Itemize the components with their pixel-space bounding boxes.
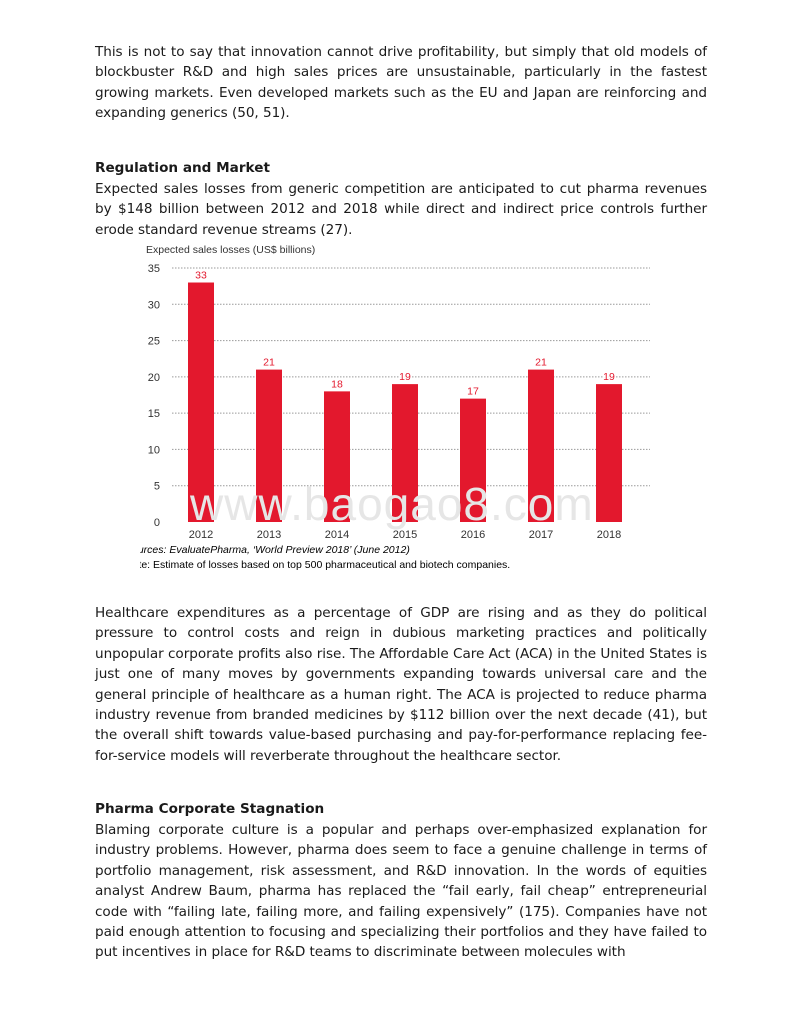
data-label-2013: 21: [263, 356, 275, 369]
data-label-2018: 19: [603, 371, 615, 384]
x-tick-label-2014: 2014: [324, 529, 350, 541]
y-tick-label: 20: [147, 371, 160, 384]
bar-2014: [324, 391, 350, 522]
watermark: www.baogao8.com: [190, 478, 594, 530]
x-tick-label-2013: 2013: [256, 529, 282, 541]
paragraph-intro: This is not to say that innovation cannot drive profitability, but simply that old models of blockbuster R&D and high sales prices are unsustainable, particularly in the fastest growing markets. Even developed markets such as the EU and Japan are reinforcing and expanding generics (50, 51).: [95, 44, 707, 122]
x-tick-label-2015: 2015: [392, 529, 418, 541]
x-tick-label-2016: 2016: [460, 529, 486, 541]
y-tick-label: 15: [147, 408, 160, 421]
y-tick-label: 25: [147, 335, 160, 348]
data-label-2015: 19: [399, 371, 411, 384]
data-label-2017: 21: [535, 356, 547, 369]
chart-note: Note: Estimate of losses based on top 500 pharmaceutical and biotech companies.: [140, 559, 511, 571]
paragraph-regulation: Expected sales losses from generic competition are anticipated to cut pharma revenues by $148 billion between 2012 and 2018 while direct and indirect price controls further erode standard revenue streams (27).: [95, 181, 707, 238]
y-tick-label: 35: [147, 263, 160, 275]
x-tick-label-2018: 2018: [596, 529, 622, 541]
chart-source: Sources: EvaluatePharma, ‘World Preview 2018’ (June 2012): [140, 544, 410, 556]
chart-title: Expected sales losses (US$ billions): [146, 244, 316, 256]
x-tick-label-2017: 2017: [528, 529, 554, 541]
chart-x-ticks: [189, 529, 621, 541]
y-tick-label: 10: [147, 444, 160, 457]
bar-2017: [528, 370, 554, 522]
heading-regulation-and-market: Regulation and Market: [95, 160, 270, 176]
bar-2018: [596, 384, 622, 522]
sales-losses-chart: [140, 240, 660, 584]
bar-2015: [392, 384, 418, 522]
chart-y-ticks: [148, 263, 160, 529]
data-label-2014: 18: [331, 378, 343, 391]
chart-svg: [140, 240, 660, 580]
bar-2016: [460, 399, 486, 522]
y-tick-label: 0: [153, 517, 160, 529]
x-tick-label-2012: 2012: [188, 529, 214, 541]
paragraph-healthcare-expenditures: Healthcare expenditures as a percentage of GDP are rising and as they do political pressure to control costs and reign in dubious marketing practices and politically unpopular corporate profits also rise. The Affordable Care Act (ACA) in the United States is just one of many moves by governments expanding towards universal care and the general principle of healthcare as a human right. The ACA is projected to reduce pharma industry revenue from branded medicines by $112 billion over the next decade (41), but the overall shift towards value-based purchasing and pay-for-performance replacing fee-for-service models will reverberate throughout the healthcare sector.: [95, 605, 707, 764]
y-tick-label: 5: [153, 480, 160, 493]
bar-2013: [256, 370, 282, 522]
data-label-2016: 17: [467, 385, 479, 398]
y-tick-label: 30: [147, 299, 160, 312]
bar-2012: [188, 283, 214, 522]
heading-pharma-corporate-stagnation: Pharma Corporate Stagnation: [95, 801, 325, 817]
data-label-2012: 33: [195, 269, 207, 282]
paragraph-corporate-culture: Blaming corporate culture is a popular and perhaps over-emphasized explanation for industry problems. However, pharma does seem to face a genuine challenge in terms of portfolio management, risk assessment, and R&D innovation. In the words of equities analyst Andrew Baum, pharma has replaced the “fail early, fail cheap” entrepreneurial code with “failing late, failing more, and failing expensively” (175). Companies have not paid enough attention to focusing and specializing their portfolios and they have failed to put incentives in place for R&D teams to discriminate between molecules with: [95, 822, 707, 961]
